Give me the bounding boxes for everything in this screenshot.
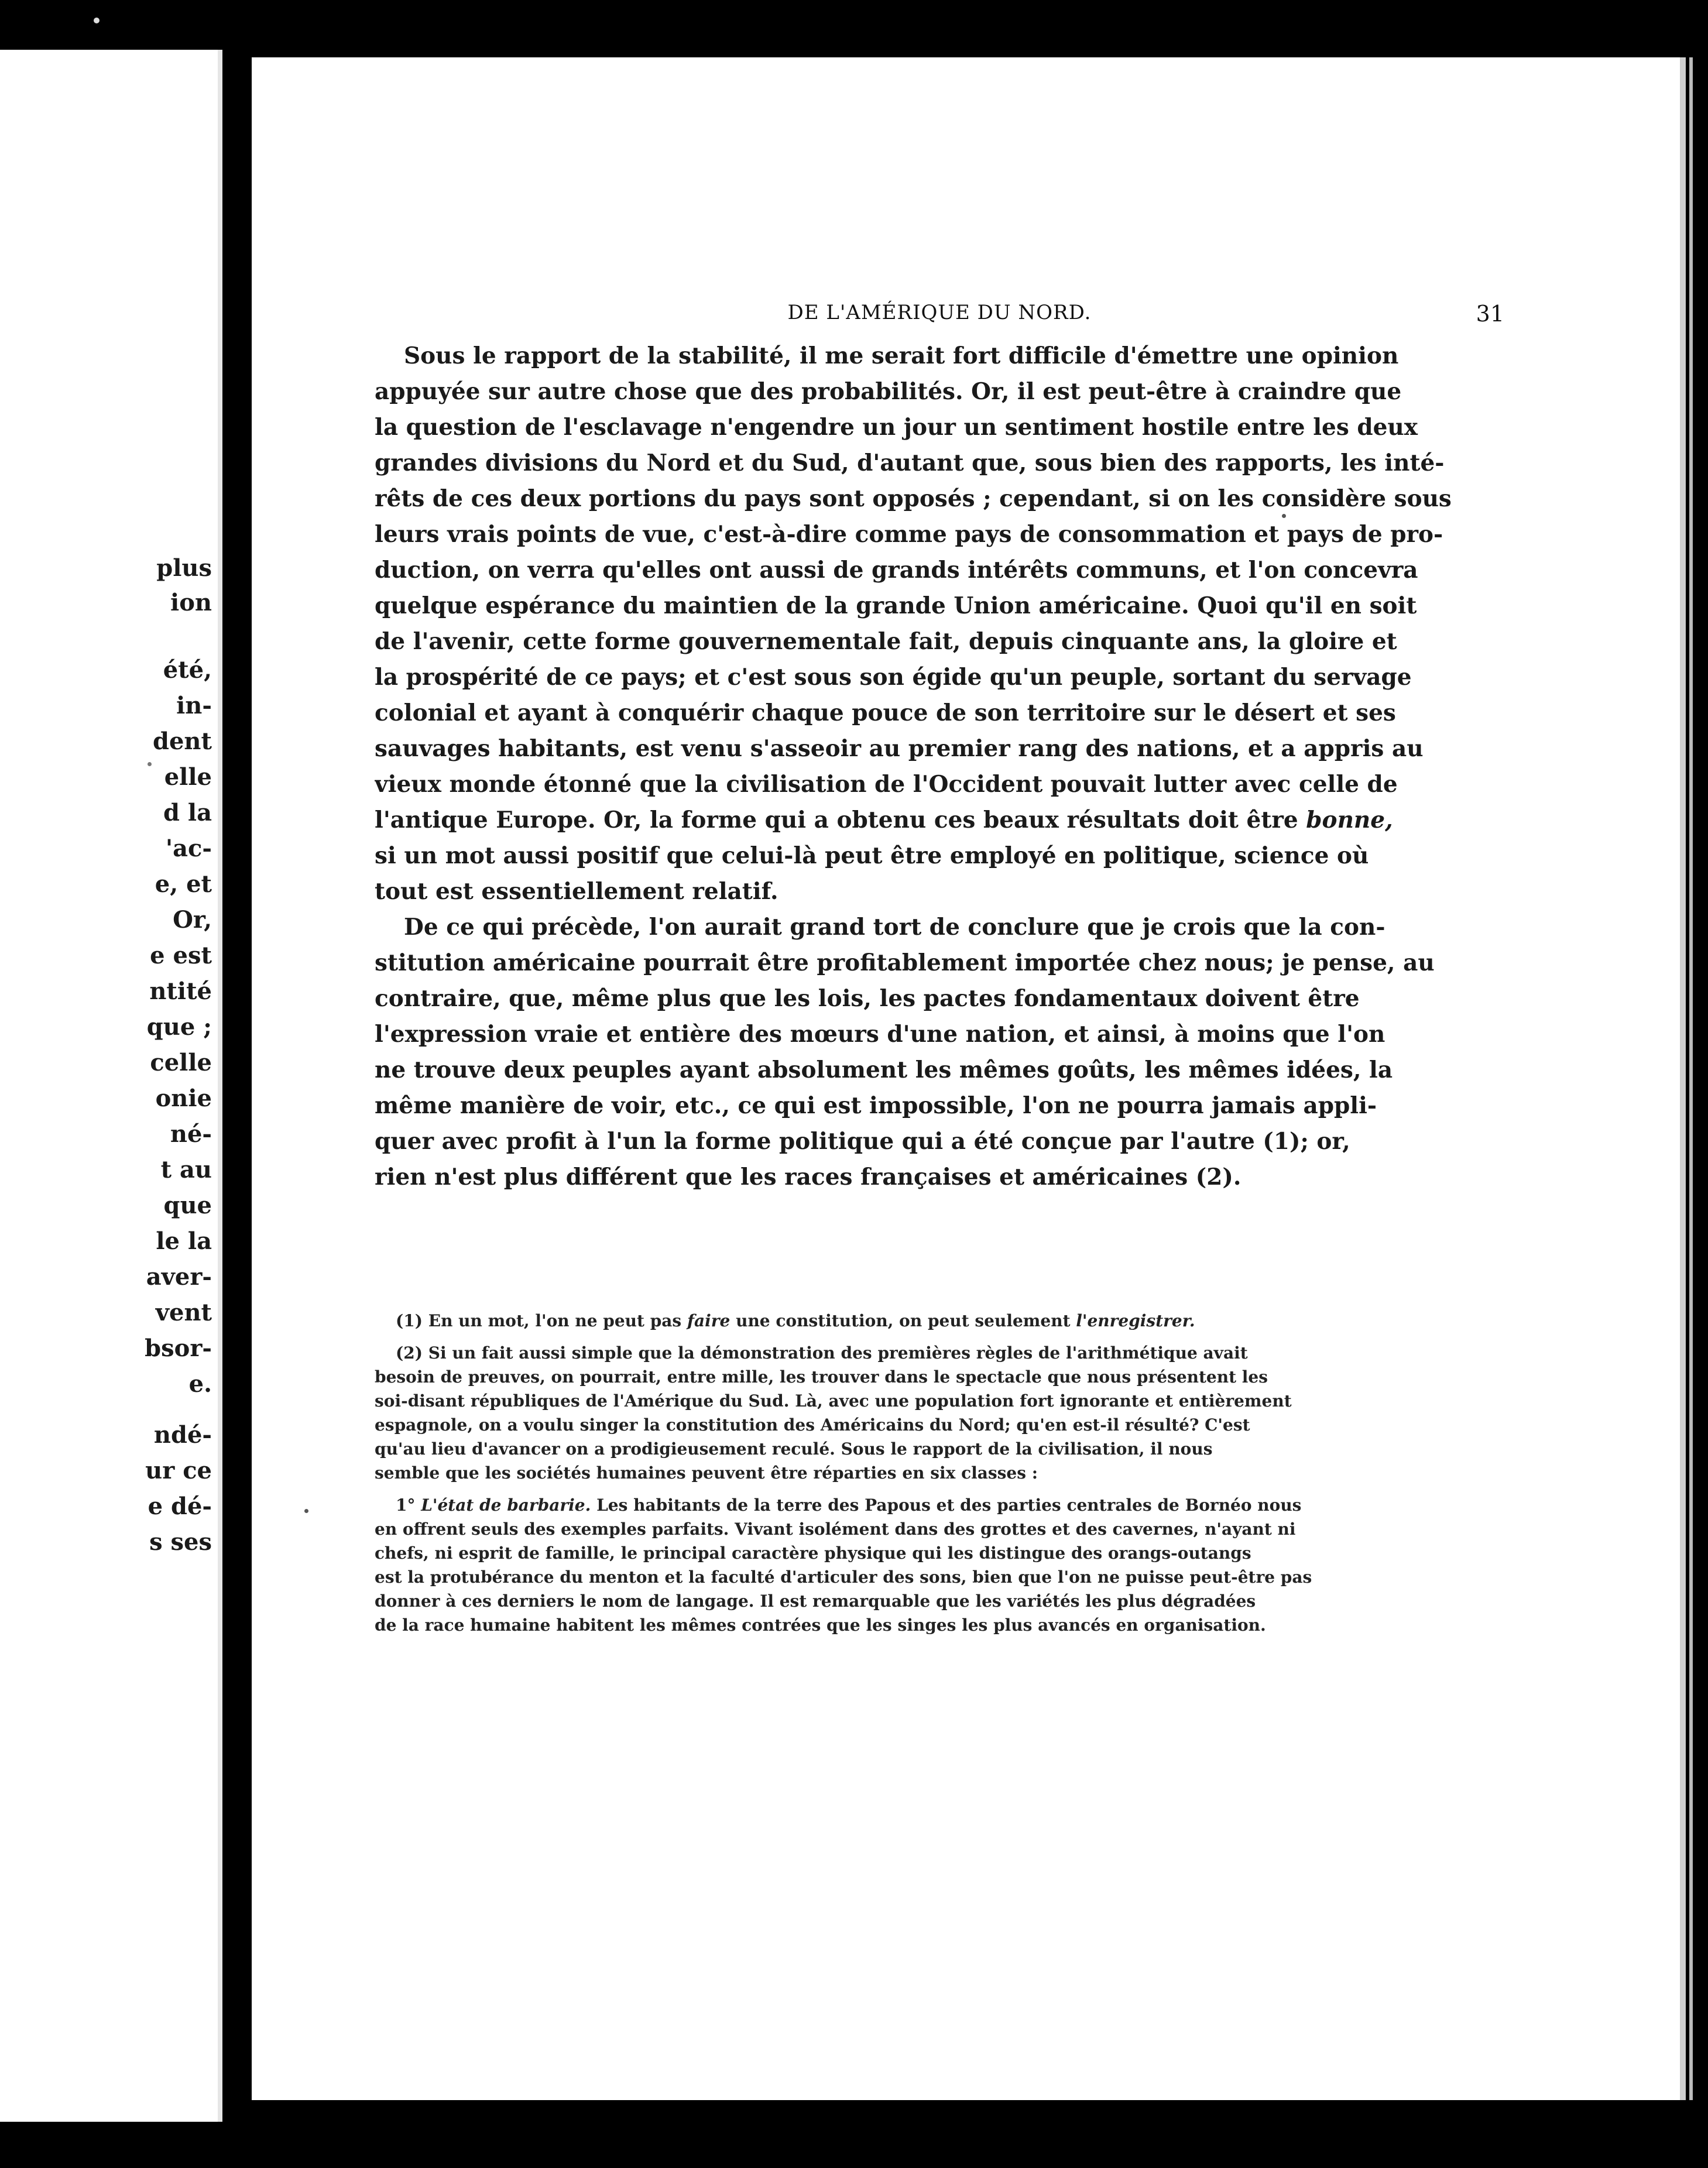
left-page-fragment: ntité bbox=[149, 977, 212, 1005]
left-page-fragment: in- bbox=[176, 692, 212, 719]
left-page-fragment: le la bbox=[156, 1227, 212, 1255]
text-line: même manière de voir, etc., ce qui est impossible, l'on ne pourra jamais appli- bbox=[375, 1092, 1377, 1119]
page-edge bbox=[1680, 57, 1686, 2100]
left-page-fragment: ur ce bbox=[145, 1457, 212, 1484]
left-page-fragment: plus bbox=[156, 554, 212, 582]
text-line: rien n'est plus différent que les races françaises et américaines (2). bbox=[375, 1164, 1241, 1191]
footnote-2-class-1-line: en offrent seuls des exemples parfaits. Vivant isolément dans des grottes et des cavernes, n'ayant ni bbox=[375, 1519, 1296, 1539]
scan-speck bbox=[94, 18, 100, 23]
scan-speck bbox=[148, 762, 152, 766]
left-page-fragment: e dé- bbox=[148, 1493, 212, 1520]
text-line: appuyée sur autre chose que des probabilités. Or, il est peut-être à craindre que bbox=[375, 378, 1402, 405]
running-title: DE L'AMÉRIQUE DU NORD. bbox=[787, 301, 1092, 324]
text-line: de l'avenir, cette forme gouvernementale fait, depuis cinquante ans, la gloire et bbox=[375, 628, 1397, 655]
left-page-fragment: Or, bbox=[173, 906, 212, 934]
text-line: quelque espérance du maintien de la grande Union américaine. Quoi qu'il en soit bbox=[375, 592, 1417, 619]
footnote-2-line: qu'au lieu d'avancer on a prodigieusement reculé. Sous le rapport de la civilisation, il nous bbox=[375, 1439, 1213, 1459]
left-page-fragment: né- bbox=[170, 1120, 212, 1148]
text-line: contraire, que, même plus que les lois, les pactes fondamentaux doivent être bbox=[375, 985, 1360, 1012]
left-page-fragment: 'ac- bbox=[165, 835, 212, 862]
left-page-fragment: que ; bbox=[146, 1013, 212, 1041]
footnote-2-line: espagnole, on a voulu singer la constitution des Américains du Nord; qu'en est-il résulté? C'est bbox=[375, 1415, 1250, 1435]
left-page-fragment: aver- bbox=[146, 1263, 212, 1291]
left-page-fragment: que bbox=[163, 1192, 212, 1219]
footnote-2-line: (2) Si un fait aussi simple que la démonstration des premières règles de l'arithmétique avait bbox=[396, 1343, 1248, 1363]
footnote-2-class-1-line: 1° L'état de barbarie. Les habitants de la terre des Papous et des parties centrales de Bornéo nous bbox=[396, 1495, 1302, 1515]
scan-speck bbox=[1282, 514, 1286, 518]
footnote-1: (1) En un mot, l'on ne peut pas faire une constitution, on peut seulement l'enregistrer. bbox=[396, 1311, 1195, 1330]
text-line: l'expression vraie et entière des mœurs d'une nation, et ainsi, à moins que l'on bbox=[375, 1021, 1385, 1048]
left-page-fragment: vent bbox=[155, 1299, 212, 1326]
text-line: tout est essentiellement relatif. bbox=[375, 878, 778, 905]
text-line: vieux monde étonné que la civilisation de l'Occident pouvait lutter avec celle de bbox=[375, 771, 1398, 798]
left-page-fragment: été, bbox=[163, 656, 212, 684]
text-line: colonial et ayant à conquérir chaque pouce de son territoire sur le désert et ses bbox=[375, 699, 1396, 726]
left-page-fragment: d la bbox=[163, 799, 212, 826]
text-line: l'antique Europe. Or, la forme qui a obtenu ces beaux résultats doit être bonne, bbox=[375, 802, 1504, 838]
left-page-fragment: ndé- bbox=[153, 1421, 212, 1449]
left-page-fragment: t au bbox=[160, 1156, 212, 1184]
book-page bbox=[252, 57, 1680, 2100]
text-line: sauvages habitants, est venu s'asseoir au premier rang des nations, et a appris au bbox=[375, 735, 1424, 762]
facing-page-left bbox=[0, 50, 222, 2122]
text-line: grandes divisions du Nord et du Sud, d'autant que, sous bien des rapports, les inté- bbox=[375, 450, 1445, 476]
text-line: De ce qui précède, l'on aurait grand tort de conclure que je crois que la con- bbox=[404, 914, 1385, 941]
left-page-fragment: dent bbox=[153, 728, 212, 755]
left-page-fragment: celle bbox=[150, 1049, 212, 1076]
scan-speck bbox=[304, 1509, 308, 1513]
text-line: duction, on verra qu'elles ont aussi de grands intérêts communs, et l'on concevra bbox=[375, 557, 1418, 584]
left-page-fragment: bsor- bbox=[145, 1335, 212, 1362]
footnote-2-line: semble que les sociétés humaines peuvent être réparties en six classes : bbox=[375, 1463, 1038, 1483]
left-page-fragment: s ses bbox=[149, 1528, 212, 1556]
left-page-fragment: e. bbox=[188, 1370, 212, 1398]
italic-word: bonne, bbox=[1306, 807, 1393, 833]
footnote-gap bbox=[375, 1485, 1504, 1493]
footnote-2-class-1-line: est la protubérance du menton et la faculté d'articuler des sons, bien que l'on ne puisse peut-être pas bbox=[375, 1567, 1312, 1587]
text-line: Sous le rapport de la stabilité, il me serait fort difficile d'émettre une opinion bbox=[404, 342, 1399, 369]
left-page-fragment: e, et bbox=[155, 870, 212, 898]
text-line: leurs vrais points de vue, c'est-à-dire comme pays de consommation et pays de pro- bbox=[375, 521, 1443, 548]
footnote-2-line: soi-disant républiques de l'Amérique du Sud. Là, avec une population fort ignorante et entièrement bbox=[375, 1391, 1292, 1411]
footnote-2-class-1-line: donner à ces derniers le nom de langage. Il est remarquable que les variétés les plus dégradées bbox=[375, 1591, 1256, 1611]
text-line: stitution américaine pourrait être profitablement importée chez nous; je pense, au bbox=[375, 949, 1435, 976]
left-page-fragment: e est bbox=[150, 942, 212, 969]
text-line: la prospérité de ce pays; et c'est sous son égide qu'un peuple, sortant du servage bbox=[375, 664, 1412, 691]
page-edge bbox=[1689, 57, 1693, 2100]
text-line: si un mot aussi positif que celui-là peut être employé en politique, science où bbox=[375, 842, 1369, 869]
left-page-fragment: onie bbox=[155, 1085, 212, 1112]
body-text bbox=[375, 338, 1504, 1195]
text-line: quer avec profit à l'un la forme politique qui a été conçue par l'autre (1); or, bbox=[375, 1128, 1350, 1155]
page-number: 31 bbox=[1476, 301, 1504, 327]
footnote-2-class-1-line: de la race humaine habitent les mêmes contrées que les singes les plus avancés en organisation. bbox=[375, 1615, 1266, 1635]
footnote-2-line: besoin de preuves, on pourrait, entre mille, les trouver dans le spectacle que nous présentent les bbox=[375, 1367, 1268, 1387]
text-line: la question de l'esclavage n'engendre un jour un sentiment hostile entre les deux bbox=[375, 414, 1418, 441]
text-line: rêts de ces deux portions du pays sont opposés ; cependant, si on les considère sous bbox=[375, 485, 1452, 512]
left-page-fragment: ion bbox=[170, 589, 212, 616]
text-line: ne trouve deux peuples ayant absolument les mêmes goûts, les mêmes idées, la bbox=[375, 1056, 1393, 1083]
footnote-gap bbox=[375, 1333, 1504, 1341]
footnotes bbox=[375, 1309, 1504, 1637]
footnote-2-class-1-line: chefs, ni esprit de famille, le principal caractère physique qui les distingue des orangs-outangs bbox=[375, 1543, 1251, 1563]
running-header bbox=[375, 301, 1504, 336]
left-page-fragment: elle bbox=[164, 763, 212, 791]
